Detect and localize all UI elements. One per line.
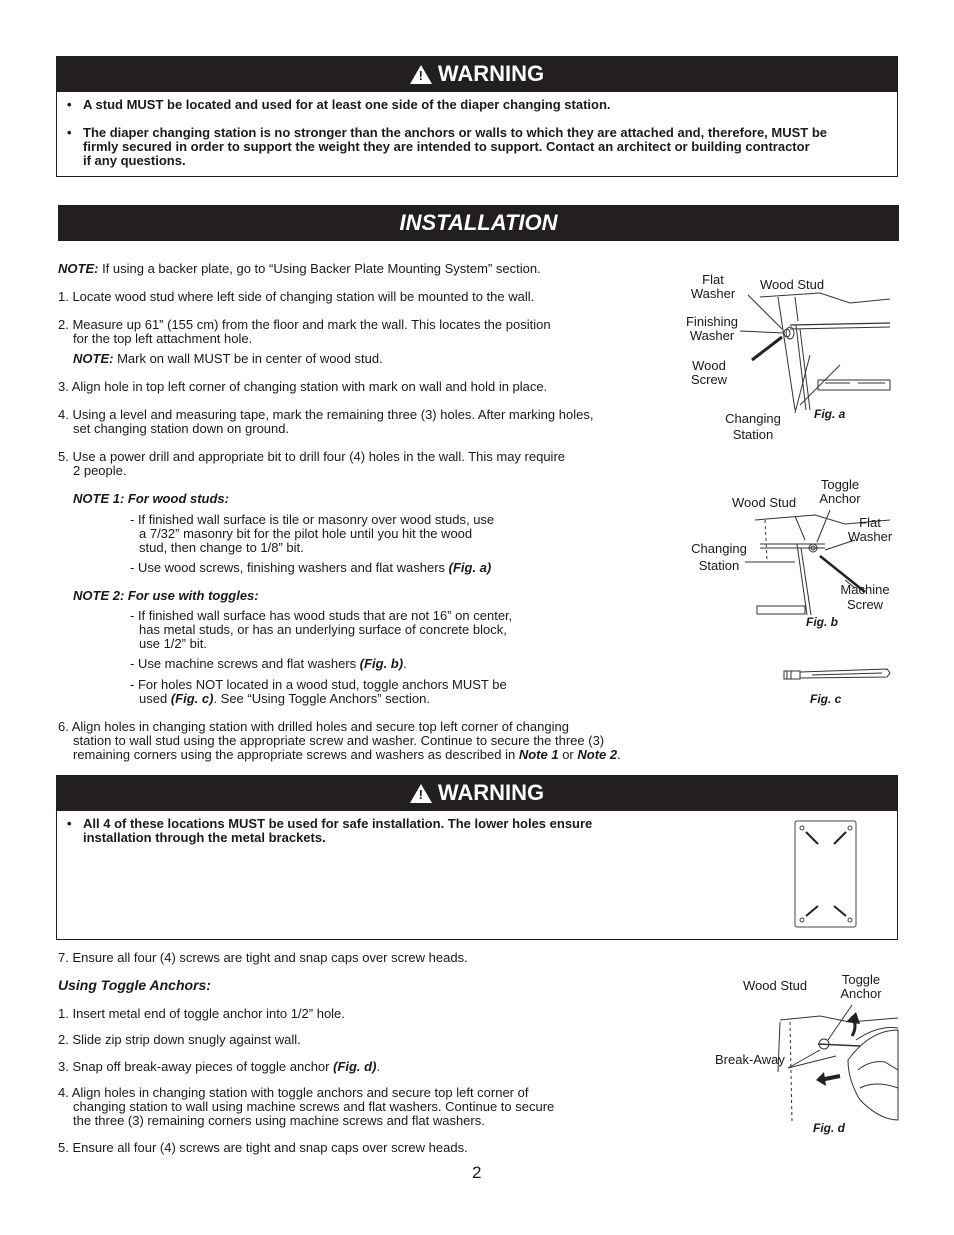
toggle-heading: Using Toggle Anchors: [58, 977, 211, 993]
step-4: 4. Using a level and measuring tape, mark the remaining three (3) holes. After marking holes, [58, 407, 594, 422]
toggle-step-4: 4. Align holes in changing station with toggle anchors and secure top left corner of [58, 1085, 529, 1100]
step-5-cont: 2 people. [73, 463, 127, 478]
fig-b-label-flat-washer: Flat Washer [847, 515, 893, 544]
fig-c-illustration [782, 665, 894, 685]
toggle-step-4-cont: the three (3) remaining corners using machine screws and flat washers. [73, 1113, 485, 1128]
warning-title: WARNING [437, 61, 545, 86]
warning-header [56, 56, 898, 92]
warning-title: WARNING [437, 780, 545, 805]
section-title: INSTALLATION [399, 210, 558, 235]
note-2-item: - For holes NOT located in a wood stud, toggle anchors MUST be [130, 677, 507, 692]
warning-bullet: • The diaper changing station is no stronger than the anchors or walls to which they are attached and, therefore, MUST be [67, 125, 828, 140]
fig-a-label-finishing-washer: Finishing Washer [685, 314, 739, 343]
page-number: 2 [472, 1163, 482, 1182]
step-7: 7. Ensure all four (4) screws are tight and snap caps over screw heads. [58, 950, 468, 965]
fig-d-label-break-away: Break-Away [715, 1052, 785, 1067]
fig-b-label-machine-screw: Machine Screw [840, 582, 890, 612]
step-2-note: NOTE: Mark on wall MUST be in center of wood stud. [73, 351, 383, 366]
step-6-cont: remaining corners using the appropriate screws and washers as described in Note 1 or Note 2. [73, 747, 621, 762]
toggle-step-3: 3. Snap off break-away pieces of toggle anchor (Fig. d). [58, 1059, 381, 1074]
note-1-item: - If finished wall surface is tile or masonry over wood studs, use [130, 512, 495, 527]
warning-bullet: • A stud MUST be located and used for at least one side of the diaper changing station. [67, 97, 611, 112]
fig-a-label-flat-washer: Flat Washer [690, 272, 736, 301]
fig-b-label-wood-stud: Wood Stud [732, 495, 797, 510]
note-2-item-cont: used (Fig. c). See “Using Toggle Anchors” section. [139, 691, 430, 706]
warning-header [56, 775, 898, 811]
fig-d-caption: Fig. d [813, 1121, 845, 1135]
fig-a-label-changing-station: Changing Station [725, 411, 781, 442]
note-1-item-cont: stud, then change to 1/8” bit. [139, 540, 304, 555]
fig-b-caption: Fig. b [806, 615, 838, 629]
warning-icon: ! [410, 65, 432, 84]
note-2-item-cont: use 1/2” bit. [139, 636, 207, 651]
step-2: 2. Measure up 61” (155 cm) from the floor and mark the wall. This locates the position [58, 317, 551, 332]
note-2-heading: NOTE 2: For use with toggles: [73, 588, 259, 603]
step-2-cont: for the top left attachment hole. [73, 331, 253, 346]
fig-d-label-wood-stud: Wood Stud [743, 978, 808, 993]
step-6: 6. Align holes in changing station with drilled holes and secure top left corner of changing [58, 719, 569, 734]
note-1-item: - Use wood screws, finishing washers and flat washers (Fig. a) [130, 560, 492, 575]
warning-bullet-cont: firmly secured in order to support the weight they are intended to support. Contact an architect or building contractor [83, 139, 810, 154]
warning-bullet: • All 4 of these locations MUST be used for safe installation. The lower holes ensure [67, 816, 593, 831]
warning-bullet-cont: if any questions. [83, 153, 186, 168]
note-2-item-cont: has metal studs, or has an underlying surface of concrete block, [139, 622, 507, 637]
fig-c-caption: Fig. c [810, 692, 842, 706]
fig-a-caption: Fig. a [814, 407, 846, 421]
toggle-step-1: 1. Insert metal end of toggle anchor into 1/2” hole. [58, 1006, 345, 1021]
warning-bullet-cont: installation through the metal brackets. [83, 830, 326, 845]
step-3: 3. Align hole in top left corner of changing station with mark on wall and hold in place. [58, 379, 548, 394]
step-5: 5. Use a power drill and appropriate bit to drill four (4) holes in the wall. This may require [58, 449, 565, 464]
note: NOTE: If using a backer plate, go to “Using Backer Plate Mounting System” section. [58, 261, 541, 276]
fig-a-label-wood-screw: Wood Screw [690, 358, 728, 387]
section-header [58, 205, 899, 241]
toggle-step-5: 5. Ensure all four (4) screws are tight and snap caps over screw heads. [58, 1140, 468, 1155]
fig-a-label-wood-stud: Wood Stud [760, 277, 825, 292]
note-2-item: - If finished wall surface has wood studs that are not 16” on center, [130, 608, 513, 623]
warning-icon: ! [410, 784, 432, 803]
step-1: 1. Locate wood stud where left side of changing station will be mounted to the wall. [58, 289, 535, 304]
fig-a-illustration [740, 285, 900, 415]
fig-d-label-toggle-anchor: Toggle Anchor [840, 972, 882, 1001]
fig-b-label-toggle-anchor: Toggle Anchor [819, 477, 861, 506]
toggle-step-4-cont: changing station to wall using machine screws and flat washers. Continue to secure [73, 1099, 555, 1114]
mounting-locations-diagram [792, 818, 860, 930]
note-1-heading: NOTE 1: For wood studs: [73, 491, 229, 506]
step-4-cont: set changing station down on ground. [73, 421, 290, 436]
note-2-item: - Use machine screws and flat washers (Fig. b). [130, 656, 407, 671]
fig-b-label-changing-station: Changing Station [691, 541, 747, 573]
step-6-cont: station to wall stud using the appropriate screw and washer. Continue to secure the three (3) [73, 733, 605, 748]
note-1-item-cont: a 7/32” masonry bit for the pilot hole until you hit the wood [139, 526, 473, 541]
toggle-step-2: 2. Slide zip strip down snugly against wall. [58, 1032, 301, 1047]
